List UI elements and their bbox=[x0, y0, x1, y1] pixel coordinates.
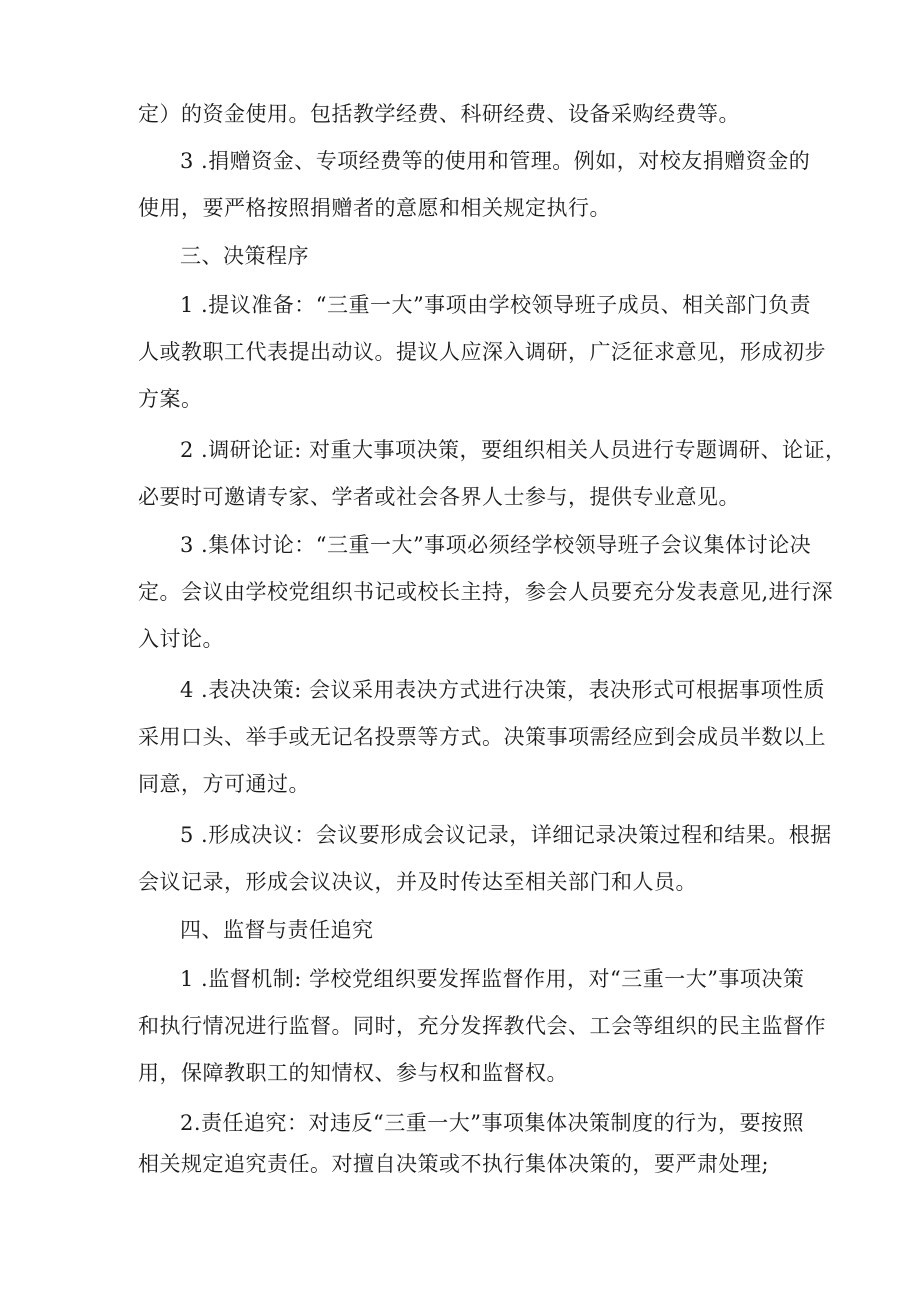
text-line: 2.责任追究：对违反“三重一大”事项集体决策制度的行为，要按照 bbox=[180, 1111, 805, 1135]
text-line: 3 .捐赠资金、专项经费等的使用和管理。例如，对校友捐赠资金的 bbox=[180, 149, 811, 173]
text-line: 4 .表决决策: 会议采用表决方式进行决策，表决形式可根据事项性质 bbox=[180, 678, 825, 702]
paragraph-supervision-mechanism bbox=[138, 956, 826, 1097]
text-line: 必要时可邀请专家、学者或社会各界人士参与，提供专业意见。 bbox=[138, 485, 740, 509]
section-heading-supervision bbox=[138, 907, 788, 954]
text-line: 3 .集体讨论：“三重一大”事项必须经学校领导班子会议集体讨论决 bbox=[180, 533, 812, 557]
text-line: 使用，要严格按照捐赠者的意愿和相关规定执行。 bbox=[138, 196, 611, 220]
text-line: 方案。 bbox=[138, 387, 203, 411]
paragraph-accountability bbox=[138, 1103, 805, 1185]
text-line: 2 .调研论证: 对重大事项决策，要组织相关人员进行专题调研、论证， bbox=[180, 438, 847, 462]
text-line: 用，保障教职工的知情权、参与权和监督权。 bbox=[138, 1061, 568, 1085]
paragraph-continuation bbox=[138, 91, 788, 138]
section-heading-decision-procedure bbox=[138, 233, 788, 280]
text-line: 采用口头、举手或无记名投票等方式。决策事项需经应到会成员半数以上 bbox=[138, 725, 826, 749]
paragraph-collective-discussion bbox=[138, 522, 834, 663]
heading-text: 三、决策程序 bbox=[180, 244, 309, 268]
heading-text: 四、监督与责任追究 bbox=[180, 918, 374, 942]
text-line: 5 .形成决议：会议要形成会议记录，详细记录决策过程和结果。根据 bbox=[180, 823, 832, 847]
paragraph-proposal bbox=[138, 282, 826, 423]
text-line: 和执行情况进行监督。同时，充分发挥教代会、工会等组织的民主监督作 bbox=[138, 1014, 826, 1038]
text-line: 1 .提议准备：“三重一大”事项由学校领导班子成员、相关部门负责 bbox=[180, 293, 812, 317]
paragraph-donation-funds bbox=[138, 138, 811, 232]
text-line: 定）的资金使用。包括教学经费、科研经费、设备采购经费等。 bbox=[138, 102, 740, 126]
paragraph-research bbox=[138, 427, 847, 521]
text-line: 同意，方可通过。 bbox=[138, 772, 310, 796]
text-line: 会议记录，形成会议决议，并及时传达至相关部门和人员。 bbox=[138, 870, 697, 894]
text-line: 人或教职工代表提出动议。提议人应深入调研，广泛征求意见，形成初步 bbox=[138, 340, 826, 364]
text-line: 入讨论。 bbox=[138, 627, 224, 651]
text-line: 相关规定追究责任。对擅自决策或不执行集体决策的，要严肃处理; bbox=[138, 1152, 770, 1176]
paragraph-resolution bbox=[138, 812, 832, 906]
paragraph-voting bbox=[138, 667, 826, 808]
text-line: 1 .监督机制: 学校党组织要发挥监督作用，对“三重一大”事项决策 bbox=[180, 967, 805, 991]
text-line: 定。会议由学校党组织书记或校长主持，参会人员要充分发表意见,进行深 bbox=[138, 580, 834, 604]
